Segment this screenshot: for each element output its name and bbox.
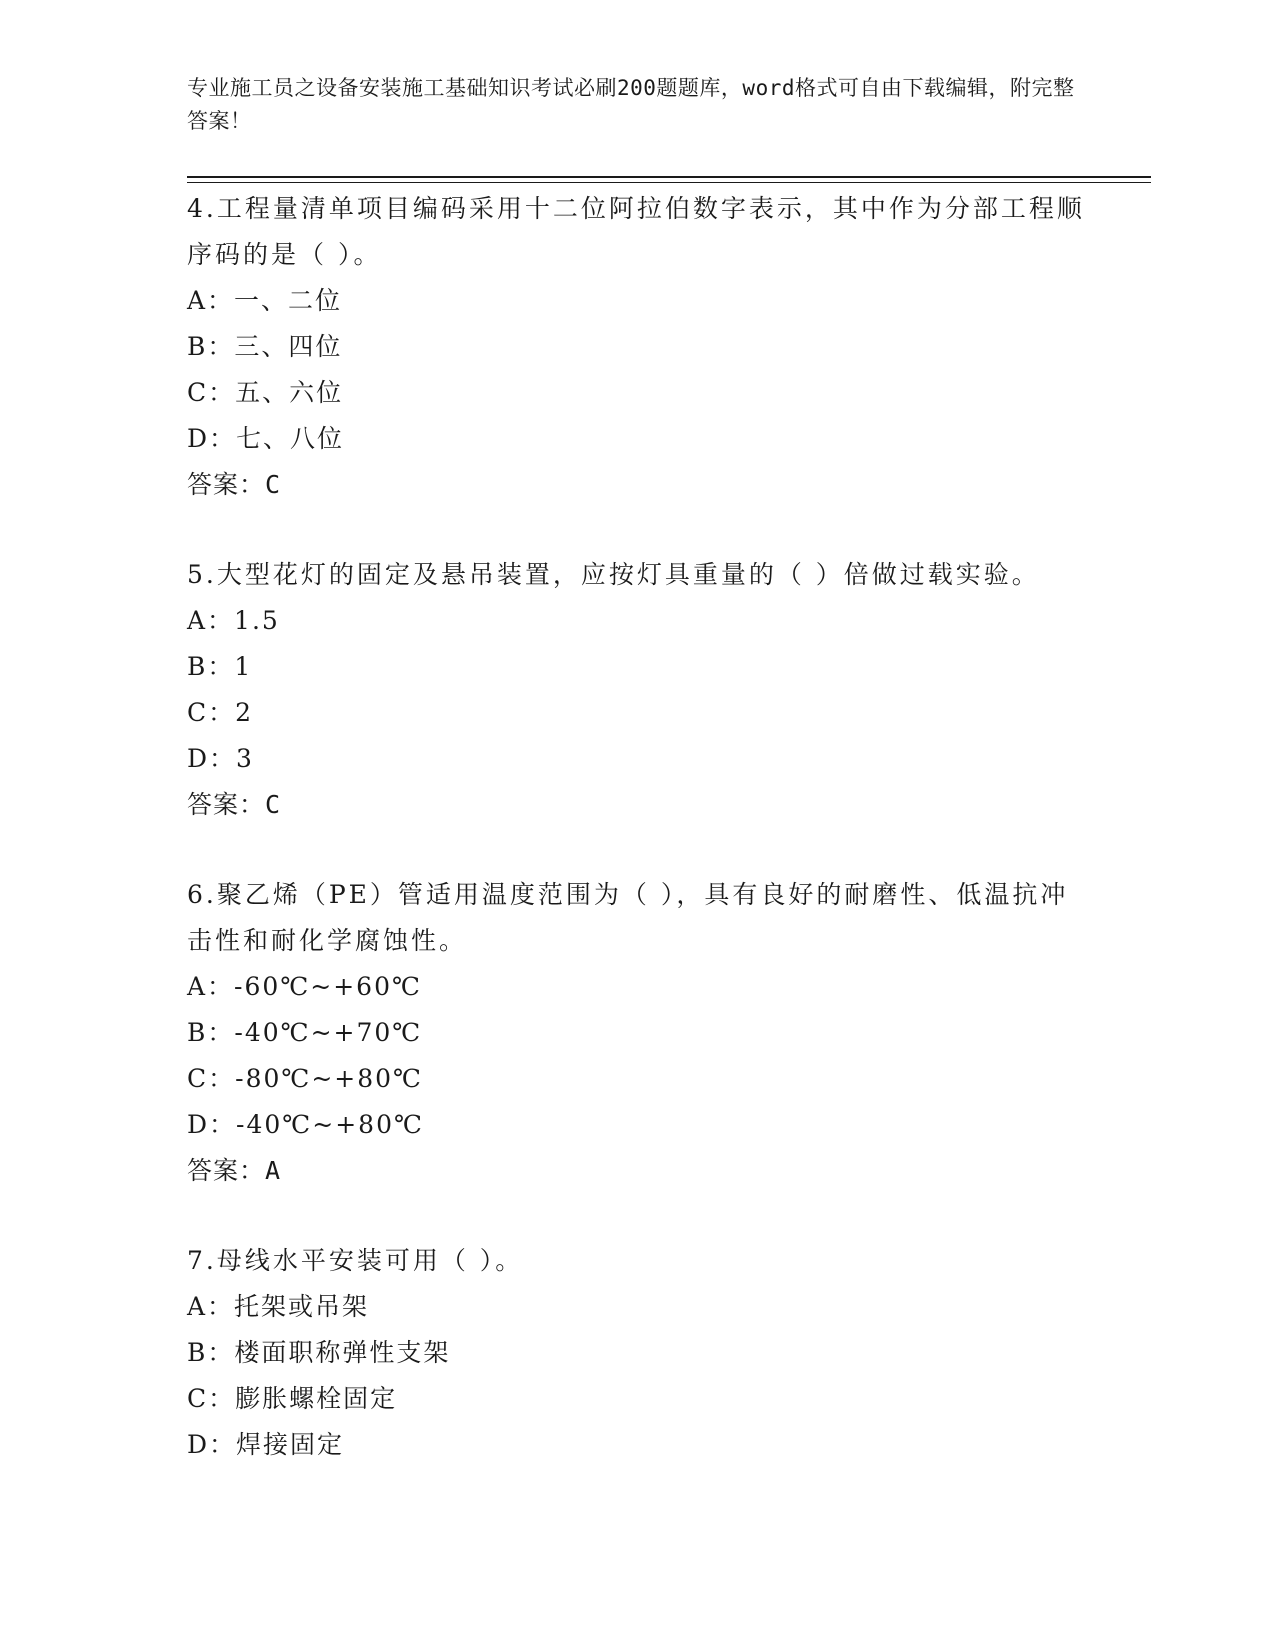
- option-b: B：三、四位: [187, 332, 343, 361]
- option-a: A：1.5: [187, 606, 280, 635]
- option-c: C：2: [187, 698, 254, 727]
- answer-line: 答案：A: [187, 1156, 282, 1185]
- option-c: C：-80℃~+80℃: [187, 1064, 424, 1093]
- question-5: [187, 552, 1087, 828]
- option-d: D：焊接固定: [187, 1430, 345, 1459]
- answer-line: 答案：C: [187, 470, 282, 499]
- question-4: [187, 186, 1087, 508]
- question-stem: 7.母线水平安装可用（ ）。: [187, 1246, 524, 1275]
- option-d: D：-40℃~+80℃: [187, 1110, 424, 1139]
- question-stem: 6.聚乙烯（PE）管适用温度范围为（ ），具有良好的耐磨性、低温抗冲击性和耐化学腐蚀性。: [187, 880, 1069, 955]
- question-6: [187, 872, 1087, 1194]
- option-c: C：膨胀螺栓固定: [187, 1384, 398, 1413]
- header-divider: [187, 176, 1151, 178]
- question-stem: 5.大型花灯的固定及悬吊装置，应按灯具重量的（ ）倍做过载实验。: [187, 560, 1040, 589]
- document-title: 专业施工员之设备安装施工基础知识考试必刷200题题库，word格式可自由下载编辑，附完整答案！: [187, 76, 1075, 133]
- question-list: [187, 186, 1087, 1468]
- option-c: C：五、六位: [187, 378, 344, 407]
- option-d: D：3: [187, 744, 254, 773]
- option-a: A：-60℃~+60℃: [187, 972, 422, 1001]
- question-stem: 4.工程量清单项目编码采用十二位阿拉伯数字表示，其中作为分部工程顺序码的是（ ）。: [187, 194, 1085, 269]
- option-b: B：楼面职称弹性支架: [187, 1338, 451, 1367]
- option-d: D：七、八位: [187, 424, 345, 453]
- question-7: [187, 1238, 1087, 1468]
- option-a: A：托架或吊架: [187, 1292, 370, 1321]
- option-b: B：1: [187, 652, 253, 681]
- option-a: A：一、二位: [187, 286, 343, 315]
- answer-line: 答案：C: [187, 790, 282, 819]
- header-divider-thin: [187, 182, 1151, 183]
- option-b: B：-40℃~+70℃: [187, 1018, 423, 1047]
